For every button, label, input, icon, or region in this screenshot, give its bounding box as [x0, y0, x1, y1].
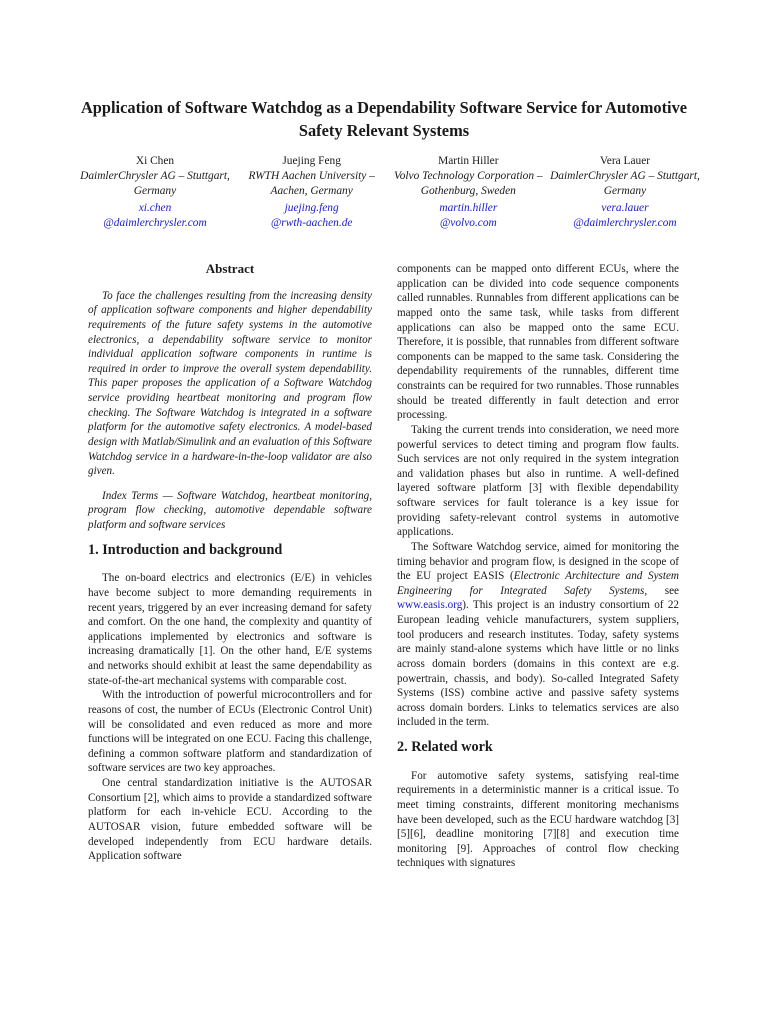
paragraph: The on-board electrics and electronics (E/E) in vehicles have become subject to more demanding requirements in recent years, triggered by an ever increasing demand for safety and comfort. On the one hand, the complexity and quantity of applications implemented by electronics and software is increasing dramatically [1]. On the other hand, E/E systems and networks should exhibit at least the same dependability as state-of-the-art mechanical systems with comparable cost. [88, 572, 372, 687]
author-name: Martin Hiller [438, 155, 499, 167]
easis-link[interactable]: www.easis.org [397, 599, 463, 612]
author-2 [237, 154, 387, 231]
left-column [88, 262, 372, 864]
index-terms: Index Terms — Software Watchdog, heartbeat monitoring, program flow checking, automotive dependable software platform and software services [88, 489, 372, 531]
author-name: Xi Chen [135, 155, 175, 167]
author-affiliation: DaimlerChrysler AG – Stuttgart, Germany [550, 170, 700, 197]
paragraph: components can be mapped onto different ECUs, where the application can be divided into code sequence components called runnables. Runnables from different applications can be mapped onto the same task, while tasks from different applications can also be mapped onto the same ECU. Therefore, it is possible, that runnables from different software components can be mapped to the same task. Considering the dependability requirements of the runnables, different time constraints can be required for two runnables. Those runnables should be treated differently in fault detection and error processing. [397, 263, 679, 422]
paragraph: For automotive safety systems, satisfying real-time requirements in a deterministic manner is a critical issue. To meet timing constraints, different monitoring mechanisms have been developed, such as the ECU hardware watchdog [3][5][6], deadline monitoring [7][8] and execution time monitoring [9]. Approaches of control flow checking techniques with signatures [397, 769, 679, 870]
author-email[interactable]: xi.chen @daimlerchrysler.com [103, 202, 207, 229]
author-1 [80, 154, 230, 231]
section-1-heading: 1. Introduction and background [88, 541, 283, 558]
author-4 [550, 154, 700, 231]
author-email[interactable]: vera.lauer @daimlerchrysler.com [573, 202, 677, 229]
right-column [397, 262, 679, 871]
author-name: Vera Lauer [599, 155, 651, 167]
abstract-heading: Abstract [205, 261, 255, 276]
paper-title: Application of Software Watchdog as a Dependability Software Service for Automotive Safety Relevant Systems [80, 98, 688, 140]
author-affiliation: RWTH Aachen University – Aachen, Germany [248, 170, 375, 197]
paragraph: Taking the current trends into consideration, we need more powerful services to detect timing and program flow faults. Such services are not only required in the system integration and validation phases but also in runtime. A well-defined layered software platform [3] with flexible dependability software services for fault tolerance is a key issue for providing safety-relevant control systems in automotive applications. [397, 423, 679, 539]
author-name: Juejing Feng [282, 155, 341, 167]
abstract-text: To face the challenges resulting from the increasing density of application software components and higher dependability requirements of the future safety systems in the automotive electronics, a dependability software service to monitor individual application software components in runtime is required in order to improve the overall system dependability. This paper proposes the application of a Software Watchdog service providing heartbeat monitoring and program flow checking. The Software Watchdog is integrated in a software platform for the automotive safety electronics. A model-based design with Matlab/Simulink and an evaluation of this Software Watchdog service in a hardware-in-the-loop validator are also given. [88, 289, 372, 478]
section-2-heading: 2. Related work [397, 739, 493, 755]
paragraph: With the introduction of powerful microcontrollers and for reasons of cost, the number of ECUs (Electronic Control Unit) will be consolidated and even reduced as more and more functions will be integrated on one ECU. Facing this challenge, defining a common software platform and standardization of software services are two key approaches. [88, 689, 372, 775]
author-email[interactable]: juejing.feng @rwth-aachen.de [270, 202, 353, 229]
author-email[interactable]: martin.hiller @volvo.com [439, 202, 498, 229]
author-3 [393, 154, 543, 231]
paragraph: One central standardization initiative is the AUTOSAR Consortium [2], which aims to provide a standardized software platform for each in-vehicle ECU. According to the AUTOSAR vision, future embedded software will be developed independently from ECU hardware details. Application software [88, 777, 372, 863]
paragraph: The Software Watchdog service, aimed for monitoring the timing behavior and program flow, is designed in the scope of the EU project EASIS (Electronic Architecture and System Engineering for Integrated Safety Systems, see www.easis.org). This project is an industry consortium of 22 European leading vehicle manufacturers, system suppliers, tool producers and research institutes. Today, safety systems are mainly stand-alone systems which have little or no links across domain borders (domains in this context are e.g. powertrain, chassis, and body). So-called Integrated Safety Systems (ISS) combine active and passive safety systems across domain borders. Links to telematics services are also included in the term. [397, 540, 679, 729]
author-block [80, 154, 700, 231]
author-affiliation: Volvo Technology Corporation – Gothenburg, Sweden [394, 170, 543, 197]
author-affiliation: DaimlerChrysler AG – Stuttgart, Germany [80, 170, 230, 197]
